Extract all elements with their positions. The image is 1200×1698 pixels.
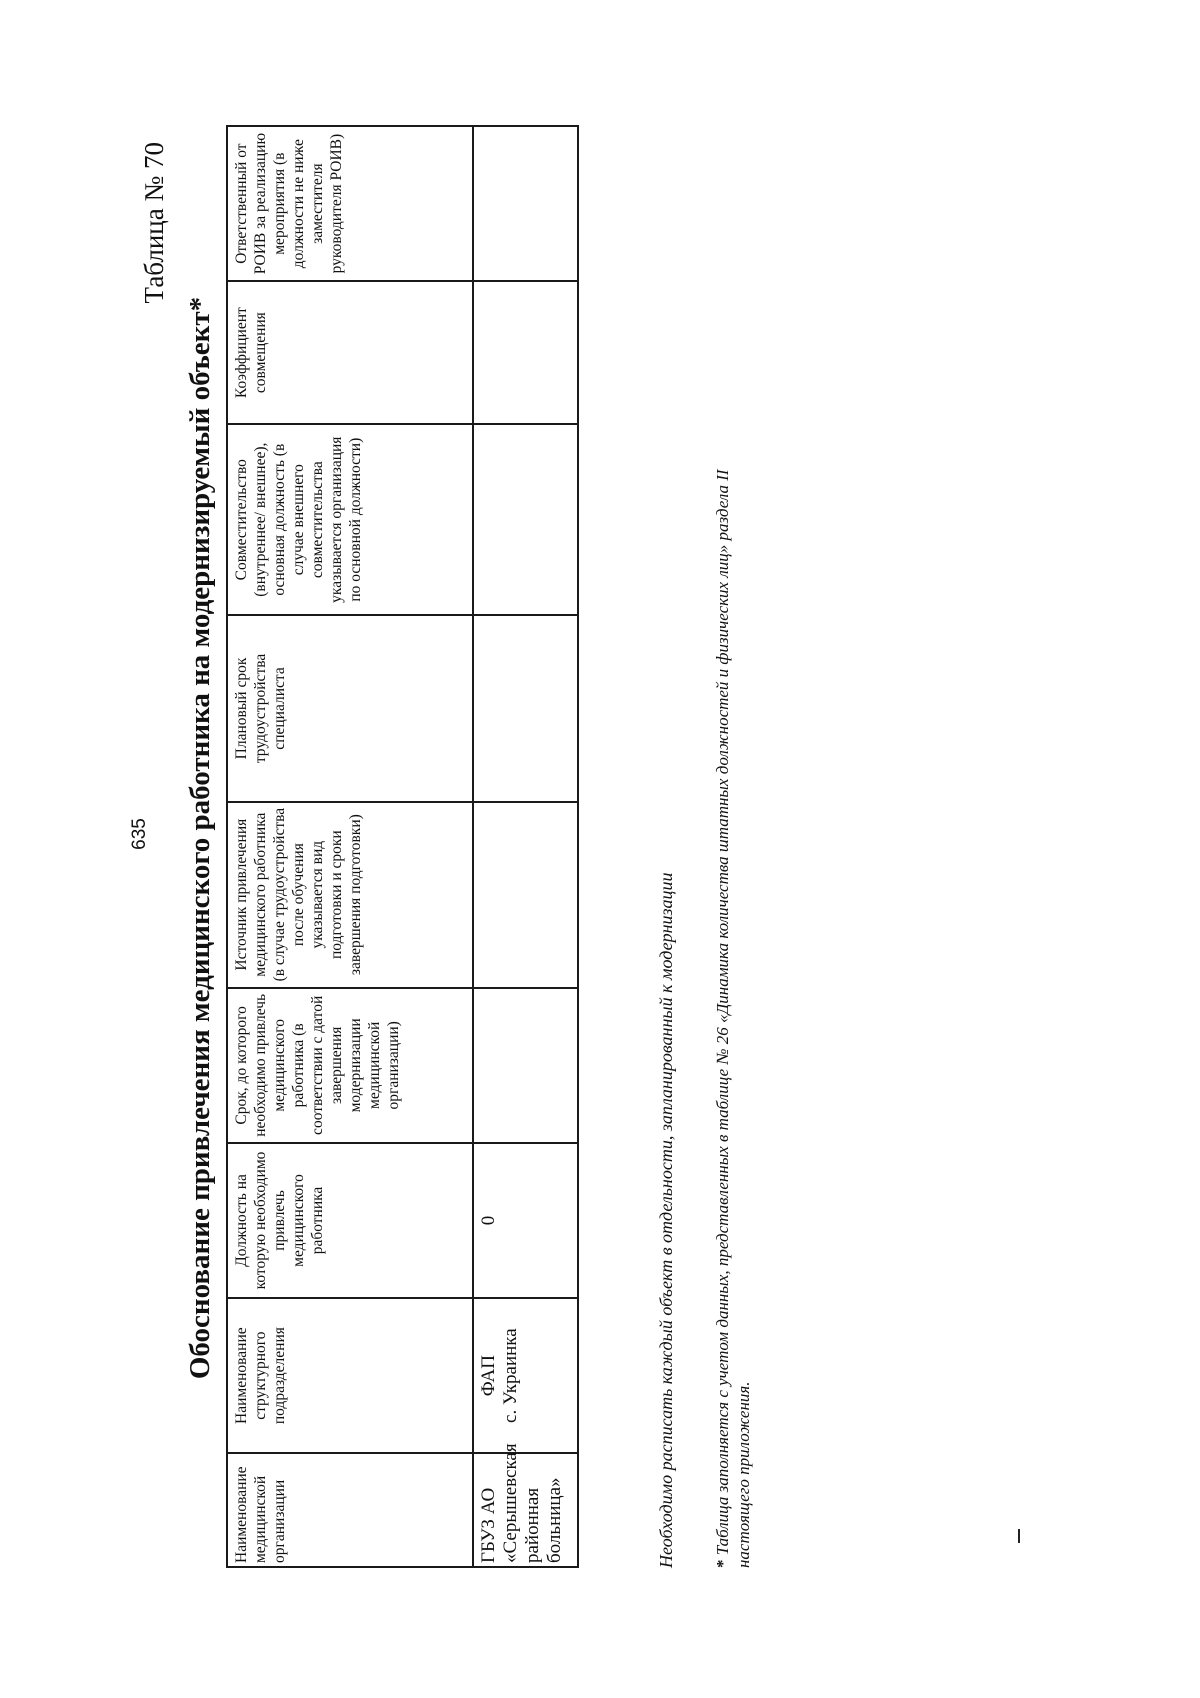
header-cell-organization: Наименование медицинской организации [227,1453,473,1567]
cell-part-time [473,424,578,615]
page-number: 635 [129,818,150,850]
cell-responsible [473,126,578,281]
cell-source [473,802,578,988]
note-text: Необходимо расписать каждый объект в отдельности, запланированный к модернизации [656,872,676,1568]
table-row [473,126,578,1567]
footnote [712,468,754,1568]
cell-unit: ФАП с. Украинка [473,1298,578,1453]
header-cell-deadline: Срок, до которого необходимо привлечь медицинского работника (в соответствии с датой завершения модернизации медицинской организации) [227,988,473,1143]
cell-deadline [473,988,578,1143]
scan-artifact-mark [1018,1529,1020,1543]
cell-planned-date [473,615,578,801]
cell-organization: ГБУЗ АО «Серышевская районная больница» [473,1453,578,1567]
footnote-mark: * [713,1559,732,1568]
footnote-text: Таблица заполняется с учетом данных, представленных в таблице № 26 «Динамика количества штатных должностей и физических лиц» раздела II настоящего приложения. [713,469,753,1568]
header-cell-position: Должность на которую необходимо привлечь медицинского работника [227,1143,473,1298]
header-cell-unit: Наименование структурного подразделения [227,1298,473,1453]
header-cell-source: Источник привлечения медицинского работника (в случае трудоустройства после обучения указывается вид подготовки и сроки завершения подготовки) [227,802,473,988]
justification-table [226,125,579,1568]
header-cell-planned-date: Плановый срок трудоустройства специалиста [227,615,473,801]
header-cell-responsible: Ответственный от РОИВ за реализацию мероприятия (в должности не ниже заместителя руководителя РОИВ) [227,126,473,281]
cell-coefficient [473,281,578,424]
header-cell-part-time: Совместительство (внутреннее/ внешнее), основная должность (в случае внешнего совместительства указывается организация по основной должности) [227,424,473,615]
document-title: Обоснование привлечения медицинского работника на модернизируемый объект* [184,296,216,1380]
table-header-row [227,126,473,1567]
header-cell-coefficient: Коэффициент совмещения [227,281,473,424]
table-caption: Таблица № 70 [139,142,169,304]
cell-position: 0 [473,1143,578,1298]
